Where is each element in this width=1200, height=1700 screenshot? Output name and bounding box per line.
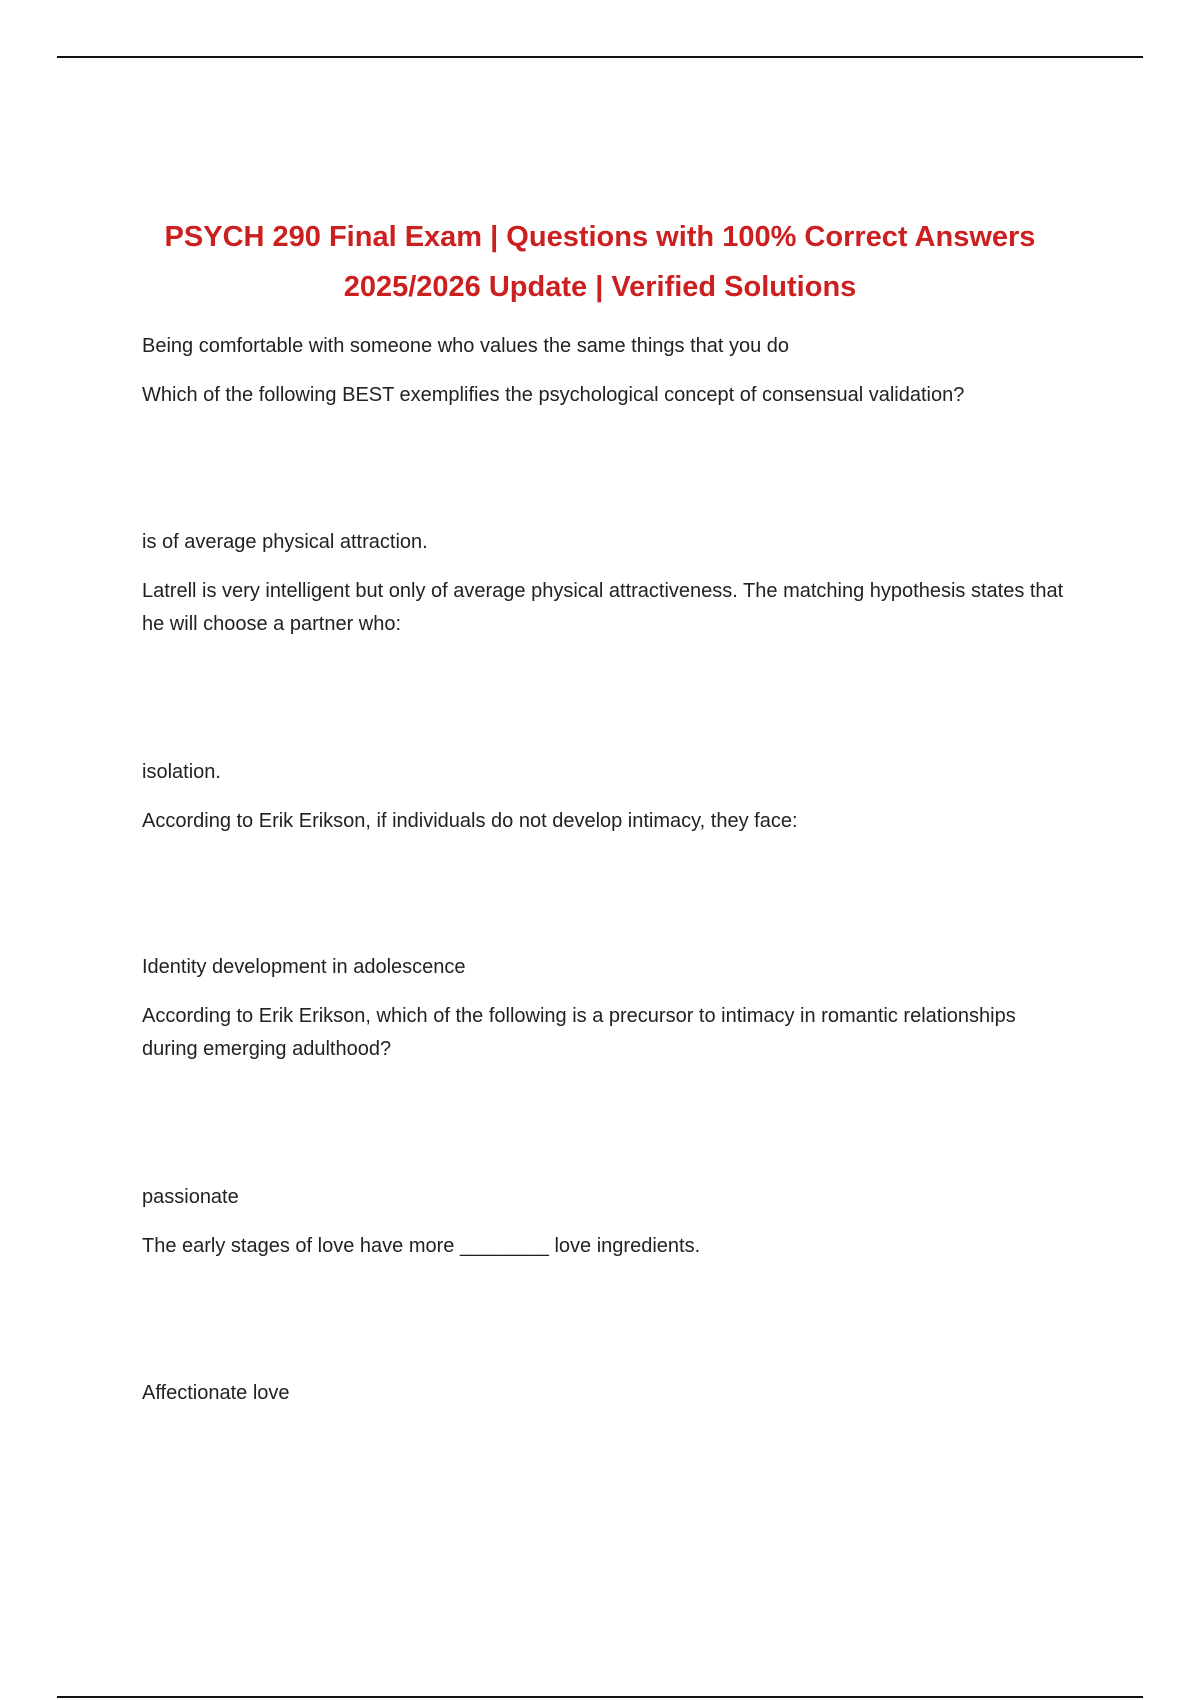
header-rule — [57, 56, 1143, 58]
qa-item-2 — [142, 526, 1072, 559]
question-text: Which of the following BEST exemplifies the psychological concept of consensual validation? — [142, 384, 965, 406]
document-title — [100, 212, 1100, 312]
answer-text: isolation. — [142, 761, 221, 783]
answer-text: is of average physical attraction. — [142, 531, 428, 553]
title-line-2: 2025/2026 Update | Verified Solutions — [343, 271, 857, 303]
question-text: According to Erik Erikson, which of the following is a precursor to intimacy in romantic relationships during emerging adulthood? — [142, 1005, 1016, 1060]
qa-item-4 — [142, 951, 1072, 984]
qa-item-1-question — [142, 379, 1072, 412]
answer-text: Being comfortable with someone who values the same things that you do — [142, 335, 790, 357]
answer-text: passionate — [142, 1186, 239, 1208]
title-line-1: PSYCH 290 Final Exam | Questions with 100% Correct Answers — [164, 221, 1036, 253]
qa-item-1 — [142, 330, 1072, 363]
qa-item-3-question — [142, 805, 1072, 838]
qa-item-5-question — [142, 1230, 1072, 1263]
answer-text: Affectionate love — [142, 1382, 290, 1404]
question-text: The early stages of love have more ________ love ingredients. — [142, 1235, 701, 1257]
qa-item-3 — [142, 756, 1072, 789]
footer-rule — [57, 1696, 1143, 1698]
question-text: According to Erik Erikson, if individuals do not develop intimacy, they face: — [142, 810, 798, 832]
qa-item-2-question — [142, 575, 1072, 641]
qa-item-5 — [142, 1181, 1072, 1214]
question-text: Latrell is very intelligent but only of average physical attractiveness. The matching hypothesis states that he will choose a partner who: — [142, 580, 1064, 635]
qa-item-6 — [142, 1377, 1072, 1410]
qa-item-4-question — [142, 1000, 1072, 1066]
answer-text: Identity development in adolescence — [142, 956, 466, 978]
